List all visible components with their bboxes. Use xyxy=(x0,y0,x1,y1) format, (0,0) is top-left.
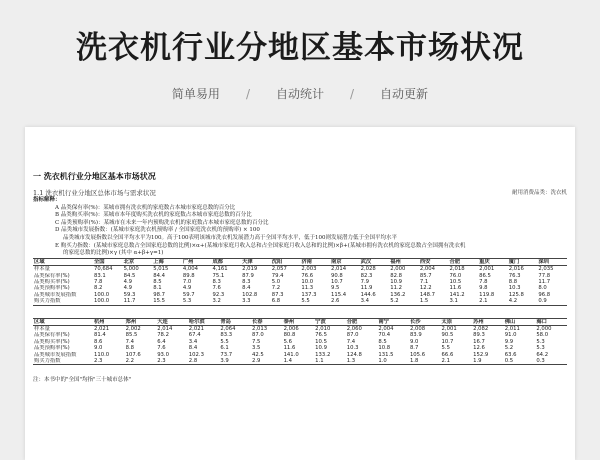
feature-auto-update: 自动更新 xyxy=(380,87,429,101)
table-cell: 89.8 xyxy=(182,272,195,279)
table-cell: 84.4 xyxy=(153,272,166,279)
table-cell: 1.8 xyxy=(409,358,441,365)
table-cell: 2,002 xyxy=(125,326,141,332)
table-cell: 119.8 xyxy=(479,291,495,298)
table-cell: 9.0 xyxy=(409,338,419,345)
table-cell: 2,001 xyxy=(441,326,457,332)
table-cell: 8.1 xyxy=(153,285,162,292)
table-cell: 137.3 xyxy=(301,291,317,298)
table-cell: 7.2 xyxy=(271,285,281,292)
column-header: 长春 xyxy=(251,318,283,325)
table-cell: 64.2 xyxy=(536,351,549,358)
table-cell: 3.4 xyxy=(360,298,390,305)
table-row xyxy=(33,358,567,365)
table-cell: 2,013 xyxy=(251,326,268,332)
table-cell: 2,000 xyxy=(536,326,552,332)
table-cell: 16.7 xyxy=(473,338,485,345)
column-header: 福州 xyxy=(389,258,419,265)
row-label: 购买力指数 xyxy=(33,358,93,365)
footnote: 注：本书中的"全国"均指"三十城市总体" xyxy=(33,377,132,384)
table-cell: 1.0 xyxy=(377,358,409,365)
table-cell: 141.2 xyxy=(449,291,465,298)
table-row xyxy=(33,298,567,305)
table-cell: 80.8 xyxy=(283,332,296,339)
table-cell: 5.5 xyxy=(220,338,229,345)
table-cell: 10.9 xyxy=(390,278,403,285)
column-header: 广州 xyxy=(182,258,212,265)
row-label: 品类城市发展指数 xyxy=(34,291,77,298)
table-cell: 7.9 xyxy=(360,278,370,285)
table-cell: 59.3 xyxy=(123,291,136,298)
table-cell: 11.6 xyxy=(283,345,296,352)
column-header: 合肥 xyxy=(346,318,378,325)
table-cell: 93.0 xyxy=(157,351,169,358)
row-label: 样本量 xyxy=(34,266,50,273)
table-cell: 85.7 xyxy=(419,272,432,279)
table-cell: 2,000 xyxy=(390,266,406,273)
column-header: 哈尔滨 xyxy=(188,318,220,325)
table-cell: 7.6 xyxy=(212,285,221,292)
feature-list xyxy=(0,85,600,102)
table-cell: 10.9 xyxy=(315,345,327,352)
table-cell: 2,004 xyxy=(419,266,436,273)
table-row xyxy=(33,318,567,325)
table-cell: 8.0 xyxy=(538,285,547,292)
table-cell: 125.8 xyxy=(508,291,524,298)
table-cell: 2,011 xyxy=(504,326,520,332)
table-cell: 8.4 xyxy=(188,345,198,352)
table-cell: 2.9 xyxy=(251,358,283,365)
table-cell: 2,004 xyxy=(378,326,394,332)
table-cell: 42.5 xyxy=(251,351,264,358)
feature-easy-to-use: 简单易用 xyxy=(171,87,220,101)
table-cell: 77.8 xyxy=(538,272,551,279)
table-cell: 76.3 xyxy=(508,272,521,279)
table-row xyxy=(33,266,567,273)
table-cell: 5,015 xyxy=(153,266,169,273)
table-cell: 87.3 xyxy=(271,291,284,298)
table-cell: 131.5 xyxy=(378,351,394,358)
table-cell: 2.2 xyxy=(125,358,157,365)
column-header: 厦门 xyxy=(508,258,538,265)
table-cell: 2,008 xyxy=(409,326,426,332)
table-cell: 2.6 xyxy=(330,298,360,305)
table-cell: 76.6 xyxy=(301,272,314,279)
table-cell: 0.9 xyxy=(537,298,567,305)
table-cell: 4.2 xyxy=(508,298,538,305)
table-cell: 7.8 xyxy=(94,278,103,285)
column-header: 郑州 xyxy=(125,318,157,325)
table-cell: 2,057 xyxy=(271,266,287,273)
feature-separator: / xyxy=(245,86,250,101)
table-cell: 90.5 xyxy=(441,332,454,339)
table-cell: 7.4 xyxy=(346,338,356,345)
definition-c: C 品类预购率(%)：某城市在未来一年内预购洗衣机的家庭数占本城市家庭总数的百分比 xyxy=(55,219,269,226)
table-cell: 87.9 xyxy=(242,272,254,279)
column-header: 北京 xyxy=(123,258,153,265)
table-cell: 5.3 xyxy=(536,345,545,352)
table-cell: 107.6 xyxy=(125,351,141,358)
table-cell: 2,018 xyxy=(449,266,465,273)
table-cell: 8.3 xyxy=(242,278,251,285)
row-label: 品类城市发展指数 xyxy=(34,351,77,358)
column-header: 合肥 xyxy=(449,258,479,265)
table-cell: 5.3 xyxy=(182,298,212,305)
column-header: 重庆 xyxy=(478,258,508,265)
table-cell: 5.2 xyxy=(389,298,419,305)
table-cell: 8.3 xyxy=(212,278,221,285)
table-cell: 7.0 xyxy=(182,278,192,285)
table-cell: 2,060 xyxy=(346,326,362,332)
column-header: 西安 xyxy=(419,258,449,265)
table-cell: 84.5 xyxy=(123,272,136,279)
table-cell: 11.2 xyxy=(390,285,403,292)
table-cell: 8.7 xyxy=(409,345,419,352)
column-header: 佛山 xyxy=(504,318,536,325)
table-cell: 124.8 xyxy=(346,351,362,358)
table-cell: 73.7 xyxy=(220,351,233,358)
table-cell: 11.3 xyxy=(301,285,314,292)
table-cell: 2,003 xyxy=(301,266,317,273)
table-cell: 9.0 xyxy=(94,345,103,352)
row-label: 样本量 xyxy=(34,326,50,332)
table-cell: 1.4 xyxy=(283,358,315,365)
table-cell: 92.3 xyxy=(212,291,225,298)
feature-separator: / xyxy=(350,86,355,101)
definition-b: B 品类购买率(%)：某城市本年度购买洗衣机的家庭数占本城市家庭总数的百分比 xyxy=(55,212,252,219)
table-cell: 0.5 xyxy=(504,358,536,365)
city-table-2 xyxy=(33,318,567,366)
table-cell: 8.8 xyxy=(508,278,518,285)
table-cell: 5.3 xyxy=(536,338,545,345)
table-cell: 7.1 xyxy=(419,278,429,285)
table-cell: 141.0 xyxy=(283,351,299,358)
table-cell: 11.9 xyxy=(360,285,373,292)
table-cell: 1.1 xyxy=(314,358,346,365)
table-cell: 58.0 xyxy=(536,332,549,339)
table-cell: 5.5 xyxy=(441,345,450,352)
table-row xyxy=(33,258,567,265)
table-cell: 5.2 xyxy=(504,345,514,352)
table-cell: 8.2 xyxy=(94,285,103,292)
table-cell: 8.6 xyxy=(94,338,103,345)
table-cell: 87.0 xyxy=(251,332,264,339)
table-cell: 9.8 xyxy=(479,285,488,292)
column-header: 长沙 xyxy=(409,318,441,325)
table-cell: 2,021 xyxy=(94,326,110,332)
subsection-title: 1.1 洗衣机行业分地区总体市场与需求状况 xyxy=(33,189,156,197)
table-cell: 10.8 xyxy=(378,345,391,352)
table-cell: 115.4 xyxy=(331,291,347,298)
table-cell: 100.0 xyxy=(94,291,110,298)
table-cell: 5.5 xyxy=(300,298,330,305)
table-cell: 9.9 xyxy=(504,338,514,345)
category-label: 耐用消费品类：洗衣机 xyxy=(511,190,567,196)
table-cell: 2.1 xyxy=(478,298,508,305)
table-cell: 67.4 xyxy=(188,332,201,339)
table-cell: 0.3 xyxy=(535,358,567,365)
column-header: 深圳 xyxy=(537,258,567,265)
row-label: 区域 xyxy=(33,258,93,265)
table-cell: 91.0 xyxy=(504,332,517,339)
table-cell: 9.5 xyxy=(331,285,340,292)
table-cell: 102.8 xyxy=(242,291,258,298)
table-cell: 105.6 xyxy=(409,351,426,358)
table-cell: 10.7 xyxy=(441,338,454,345)
column-header: 天津 xyxy=(241,258,271,265)
column-header: 海口 xyxy=(535,318,567,325)
table-cell: 11.7 xyxy=(538,278,551,285)
table-cell: 5.0 xyxy=(271,278,281,285)
table-cell: 96.8 xyxy=(538,291,551,298)
table-cell: 70,684 xyxy=(94,266,113,273)
table-cell: 10.5 xyxy=(315,338,327,345)
table-cell: 7.8 xyxy=(479,278,488,285)
indicator-heading: 指标解释： xyxy=(33,197,61,203)
row-label: 品类购买率(%) xyxy=(34,278,70,285)
table-cell: 4.9 xyxy=(182,285,192,292)
table-cell: 7.5 xyxy=(251,338,261,345)
table-cell: 2,021 xyxy=(188,326,204,332)
table-cell: 2.1 xyxy=(441,358,473,365)
table-cell: 1.5 xyxy=(419,298,449,305)
table-cell: 5,000 xyxy=(123,266,139,273)
table-cell: 59.7 xyxy=(182,291,195,298)
column-header: 武汉 xyxy=(360,258,390,265)
definition-d: D 品类城市发展指数：(某城市家庭洗衣机预购率 / 全国家庭洗衣机的预购率) × 100 xyxy=(55,227,260,234)
table-cell: 10.7 xyxy=(331,278,343,285)
table-cell: 4,004 xyxy=(182,266,199,273)
table-cell: 10.5 xyxy=(449,278,462,285)
table-cell: 1.3 xyxy=(346,358,378,365)
table-cell: 78.2 xyxy=(157,332,169,339)
table-cell: 8.8 xyxy=(125,345,135,352)
definition-a: A 品类保有率(%)：某城市拥有洗衣机的家庭数占本城市家庭总数的百分比 xyxy=(55,204,236,211)
table-cell: 2,006 xyxy=(283,326,299,332)
definition-e-cont: 的家庭总数的比例)×γ (其中 α+β+γ=1) xyxy=(63,250,164,257)
table-cell: 3.4 xyxy=(188,338,198,345)
city-table-1 xyxy=(33,258,567,306)
table-cell: 2.3 xyxy=(93,358,125,365)
table-cell: 6.8 xyxy=(271,298,301,305)
column-header: 成都 xyxy=(212,258,242,265)
column-header: 大连 xyxy=(156,318,188,325)
table-cell: 82.3 xyxy=(360,272,373,279)
table-cell: 83.1 xyxy=(94,272,106,279)
table-cell: 76.5 xyxy=(315,332,327,339)
column-header: 宁波 xyxy=(314,318,346,325)
table-cell: 98.7 xyxy=(153,291,166,298)
table-cell: 6.1 xyxy=(220,345,229,352)
table-cell: 86.5 xyxy=(479,272,491,279)
column-header: 沈阳 xyxy=(271,258,301,265)
table-cell: 152.9 xyxy=(473,351,489,358)
table-cell: 2,064 xyxy=(220,326,236,332)
table-cell: 7.4 xyxy=(125,338,135,345)
row-label: 品类预购率(%) xyxy=(34,285,70,292)
table-cell: 2.8 xyxy=(188,358,220,365)
table-cell: 4,161 xyxy=(212,266,228,273)
table-cell: 3.2 xyxy=(212,298,242,305)
row-label: 品类保有率(%) xyxy=(34,272,70,279)
column-header: 杭州 xyxy=(93,318,125,325)
table-cell: 4.9 xyxy=(123,278,133,285)
table-cell: 3.1 xyxy=(449,298,479,305)
table-cell: 2,035 xyxy=(538,266,554,273)
table-cell: 2.3 xyxy=(156,358,188,365)
table-cell: 75.1 xyxy=(212,272,225,279)
section-title: 一 洗衣机行业分地区基本市场状况 xyxy=(33,172,156,181)
table-cell: 87.0 xyxy=(346,332,359,339)
page-title: 洗衣机行业分地区基本市场状况 xyxy=(76,30,524,66)
table-cell: 6.4 xyxy=(157,338,166,345)
table-cell: 102.3 xyxy=(188,351,204,358)
column-header: 泰州 xyxy=(283,318,315,325)
table-row xyxy=(33,326,567,333)
table-cell: 8.5 xyxy=(378,338,387,345)
table-cell: 10.3 xyxy=(508,285,521,292)
column-header: 苏州 xyxy=(472,318,504,325)
table-cell: 5.6 xyxy=(283,338,292,345)
table-cell: 133.2 xyxy=(315,351,331,358)
table-cell: 3.5 xyxy=(251,345,261,352)
table-cell: 90.8 xyxy=(331,272,343,279)
table-cell: 15.5 xyxy=(152,298,182,305)
column-header: 南京 xyxy=(330,258,360,265)
table-cell: 2,010 xyxy=(315,326,331,332)
column-header: 南宁 xyxy=(377,318,409,325)
table-cell: 83.9 xyxy=(409,332,422,339)
definition-e: E 购买力指数：(某城市家庭总数占全国家庭总数的比例)×α+(某城市家庭月收入总和占全国家庭月收入总和的比例)×β+(某城市拥有洗衣机的家庭总数占全国拥有洗衣机 xyxy=(55,242,466,249)
subsection-row xyxy=(33,188,567,197)
table-cell: 10.3 xyxy=(346,345,359,352)
document-body xyxy=(33,171,567,383)
document-preview xyxy=(25,127,575,460)
table-cell: 83.3 xyxy=(220,332,233,339)
table-cell: 148.7 xyxy=(419,291,436,298)
column-header: 全国 xyxy=(93,258,123,265)
table-cell: 10.0 xyxy=(301,278,314,285)
table-cell: 89.3 xyxy=(473,332,485,339)
table-cell: 63.6 xyxy=(504,351,517,358)
table-cell: 4.9 xyxy=(123,285,133,292)
row-label: 品类购买率(%) xyxy=(34,338,70,345)
definition-d-note: 品类城市发展指数以全国平均水平为100。高于100表明该城市洗衣机发展潜力高于全国平均水平，低于100则发展潜力低于全国平均水平 xyxy=(63,234,397,241)
table-cell: 8.4 xyxy=(242,285,251,292)
column-header: 济南 xyxy=(300,258,330,265)
table-cell: 66.6 xyxy=(441,351,454,358)
row-label: 品类保有率(%) xyxy=(34,332,70,339)
table-cell: 8.5 xyxy=(153,278,162,285)
table-cell: 144.6 xyxy=(360,291,376,298)
table-cell: 85.5 xyxy=(125,332,138,339)
table-cell: 12.6 xyxy=(473,345,485,352)
table-cell: 3.3 xyxy=(241,298,271,305)
table-cell: 11.6 xyxy=(449,285,462,292)
row-label: 购买力指数 xyxy=(33,298,93,305)
column-header: 太原 xyxy=(441,318,473,325)
table-cell: 11.7 xyxy=(123,298,153,305)
table-cell: 136.2 xyxy=(390,291,406,298)
column-header: 上海 xyxy=(152,258,182,265)
table-cell: 110.0 xyxy=(94,351,110,358)
table-cell: 81.4 xyxy=(94,332,106,339)
feature-auto-statistics: 自动统计 xyxy=(275,87,324,101)
table-cell: 2,016 xyxy=(508,266,524,273)
table-cell: 1.9 xyxy=(472,358,504,365)
table-cell: 79.4 xyxy=(271,272,284,279)
table-cell: 2,028 xyxy=(360,266,376,273)
table-cell: 70.4 xyxy=(378,332,391,339)
table-cell: 3.9 xyxy=(219,358,251,365)
row-label: 品类预购率(%) xyxy=(34,345,70,352)
column-header: 青岛 xyxy=(219,318,251,325)
table-cell: 76.0 xyxy=(449,272,462,279)
table-cell: 2,082 xyxy=(473,326,489,332)
table-cell: 2,014 xyxy=(157,326,173,332)
table-cell: 12.2 xyxy=(419,285,432,292)
table-cell: 2,001 xyxy=(479,266,495,273)
table-cell: 2,014 xyxy=(331,266,347,273)
row-label: 区域 xyxy=(33,318,93,325)
table-cell: 100.0 xyxy=(93,298,123,305)
table-cell: 82.8 xyxy=(390,272,403,279)
table-cell: 7.6 xyxy=(157,345,166,352)
table-cell: 2,019 xyxy=(242,266,258,273)
